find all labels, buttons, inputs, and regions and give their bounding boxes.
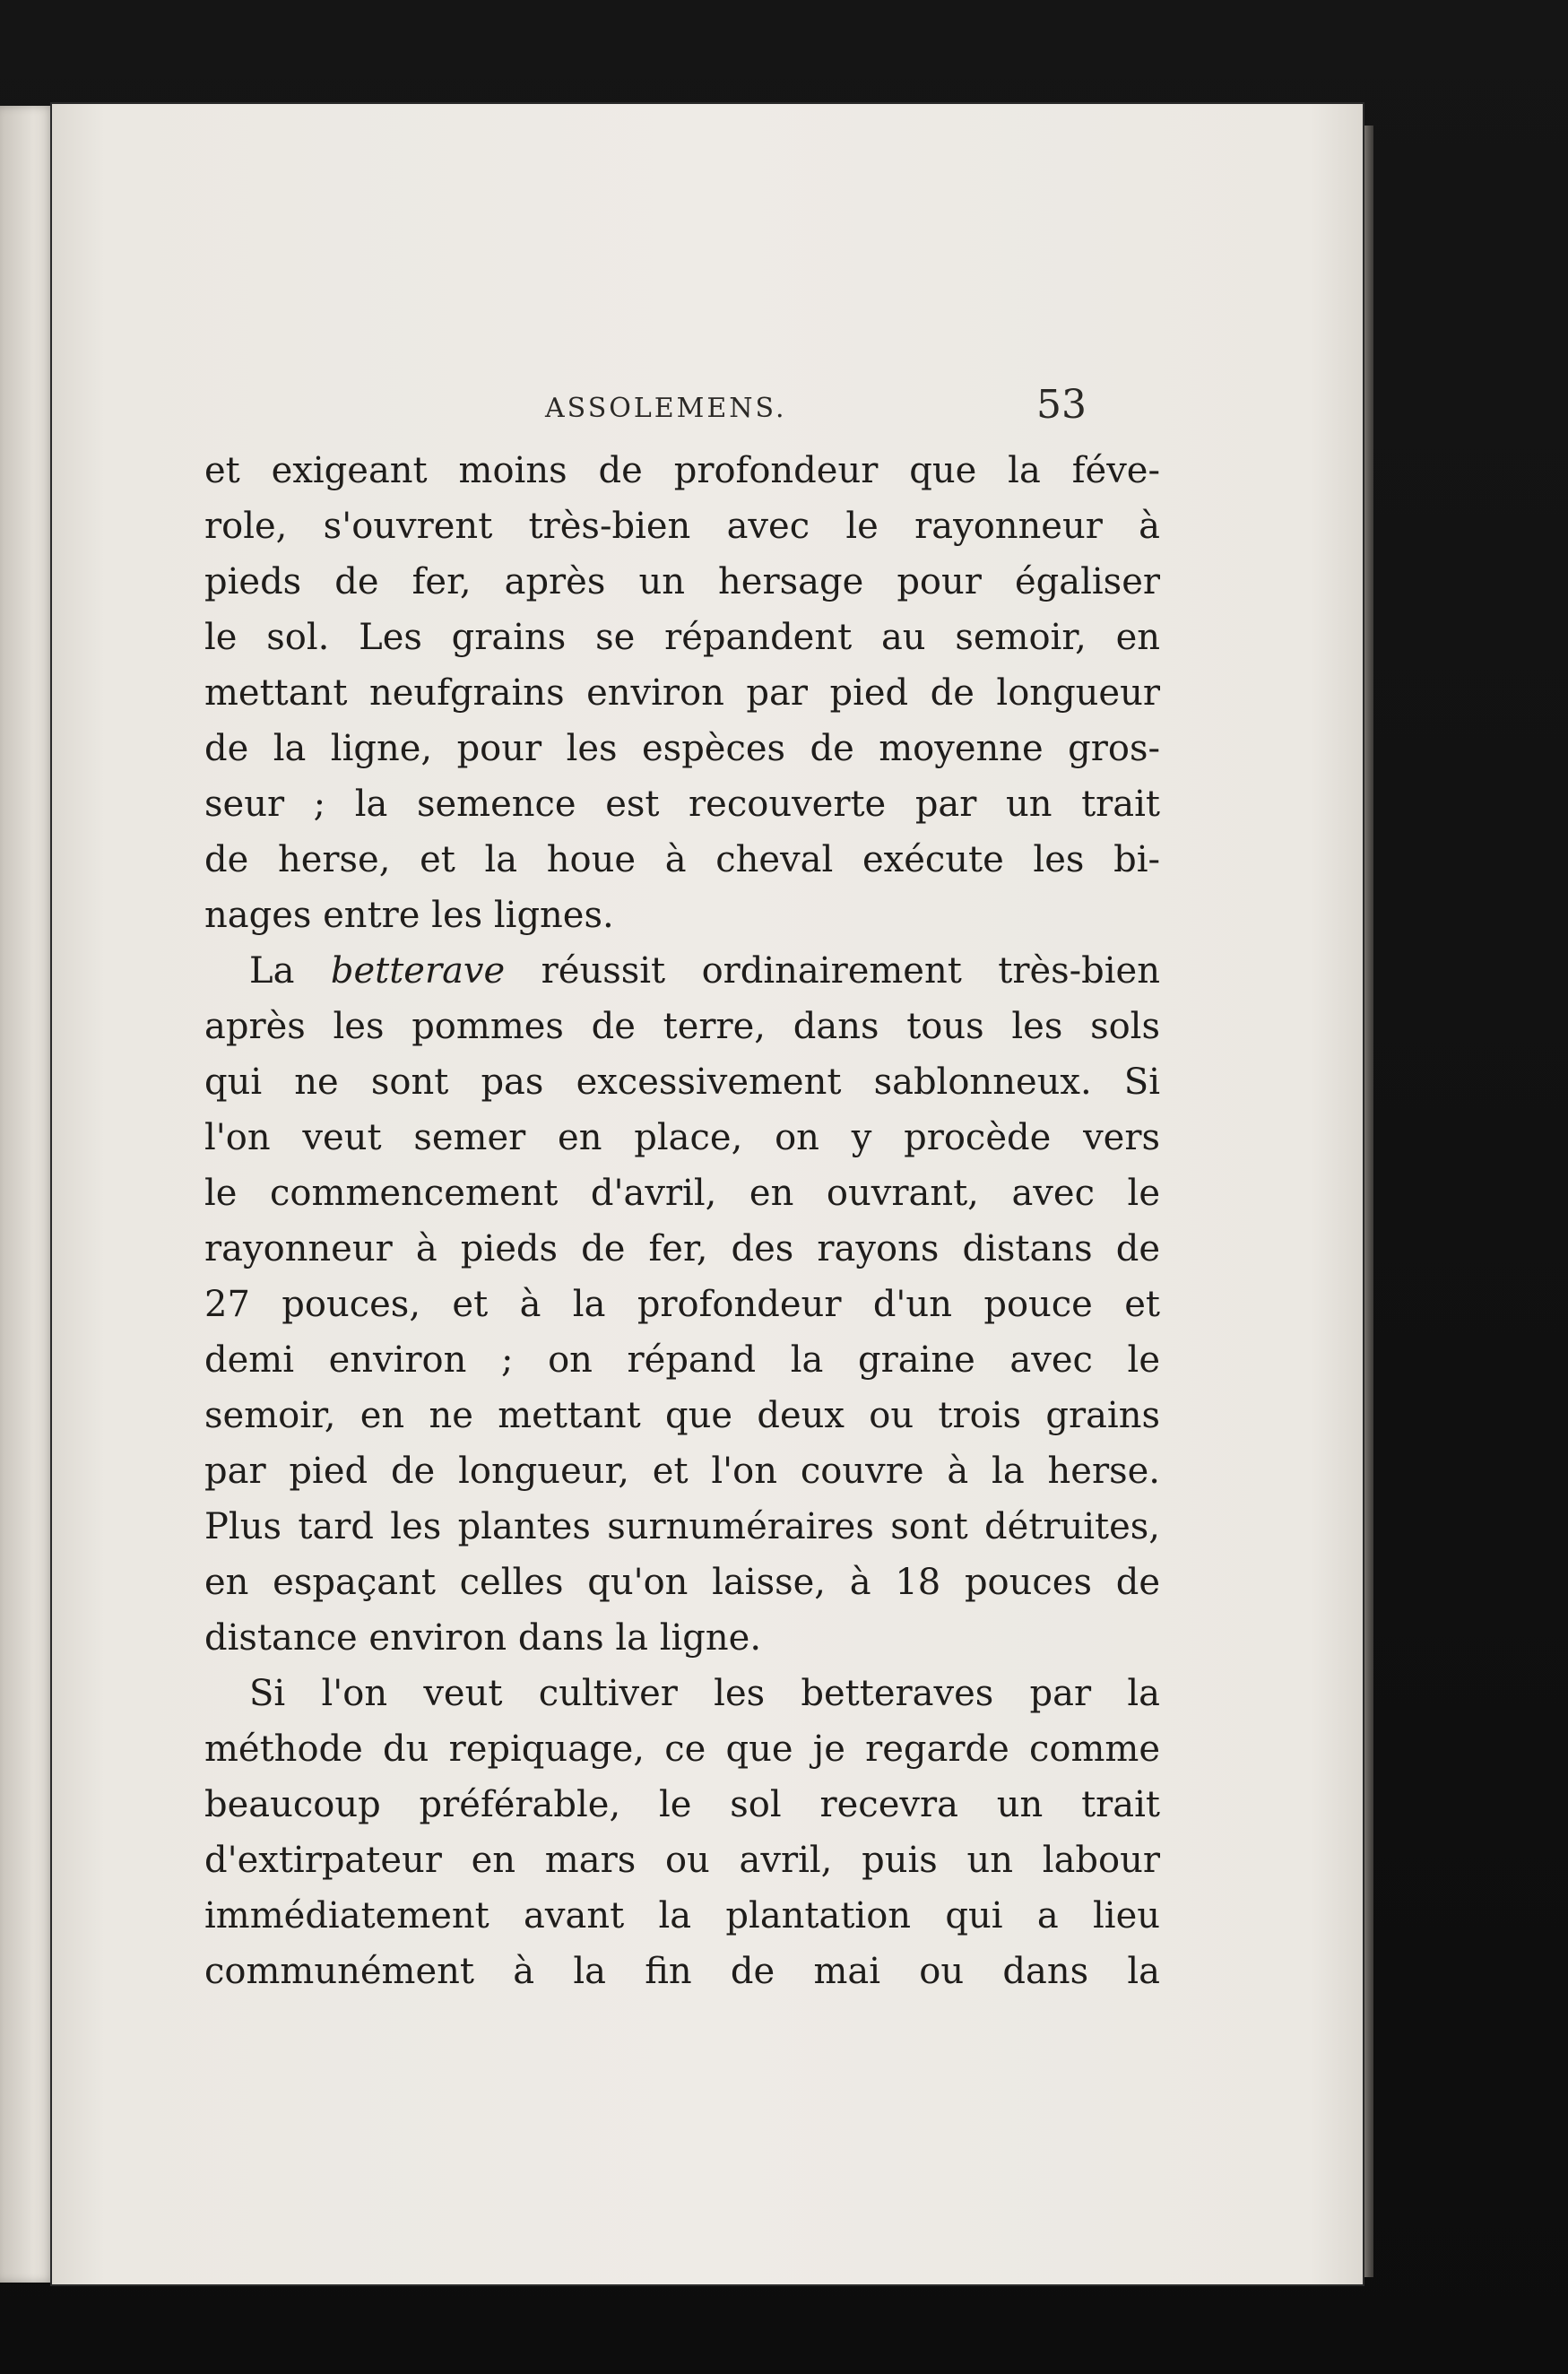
text-line: role, s'ouvrent très-bien avec le rayonneur à bbox=[204, 506, 1160, 547]
text-run: La bbox=[249, 950, 331, 992]
text-line: d'extirpateur en mars ou avril, puis un labour bbox=[204, 1840, 1160, 1881]
page-fore-edge bbox=[1361, 126, 1373, 2277]
text-line: l'on veut semer en place, on y procède vers bbox=[204, 1117, 1160, 1158]
text-line: par pied de longueur, et l'on couvre à la herse. bbox=[204, 1451, 1160, 1492]
text-line: 27 pouces, et à la profondeur d'un pouce et bbox=[204, 1284, 1160, 1325]
text-line-mixed bbox=[204, 943, 1160, 999]
text-line: qui ne sont pas excessivement sablonneux. Si bbox=[204, 1061, 1160, 1103]
text-run: réussit ordinairement très-bien bbox=[505, 950, 1160, 992]
page-number: 53 bbox=[1036, 382, 1087, 428]
text-line: méthode du repiquage, ce que je regarde comme bbox=[204, 1729, 1160, 1770]
text-line: communément à la fin de mai ou dans la bbox=[204, 1951, 1160, 1992]
body-text bbox=[204, 443, 1160, 1999]
text-line: immédiatement avant la plantation qui a lieu bbox=[204, 1895, 1160, 1936]
text-line: Si l'on veut cultiver les betteraves par la bbox=[249, 1673, 1160, 1714]
italic-term: betterave bbox=[330, 950, 506, 992]
text-line: en espaçant celles qu'on laisse, à 18 pouces de bbox=[204, 1562, 1160, 1603]
text-line: après les pommes de terre, dans tous les sols bbox=[204, 1006, 1160, 1047]
text-line: demi environ ; on répand la graine avec le bbox=[204, 1339, 1160, 1381]
text-line: seur ; la semence est recouverte par un trait bbox=[204, 784, 1160, 825]
text-line: semoir, en ne mettant que deux ou trois grains bbox=[204, 1395, 1160, 1436]
text-line: distance environ dans la ligne. bbox=[204, 1617, 762, 1659]
text-line: le commencement d'avril, en ouvrant, avec le bbox=[204, 1173, 1160, 1214]
book-page bbox=[52, 104, 1363, 2284]
text-line: Plus tard les plantes surnuméraires sont détruites, bbox=[204, 1506, 1160, 1547]
text-line: beaucoup préférable, le sol recevra un trait bbox=[204, 1784, 1160, 1825]
text-line: rayonneur à pieds de fer, des rayons distans de bbox=[204, 1228, 1160, 1269]
text-line: nages entre les lignes. bbox=[204, 895, 614, 936]
text-line: le sol. Les grains se répandent au semoir, en bbox=[204, 617, 1160, 658]
text-line: mettant neufgrains environ par pied de longueur bbox=[204, 672, 1160, 714]
running-head: ASSOLEMENS. bbox=[545, 393, 787, 424]
text-line: et exigeant moins de profondeur que la féve- bbox=[204, 450, 1160, 491]
text-line: de herse, et la houe à cheval exécute les bi- bbox=[204, 839, 1160, 880]
facing-page-edge bbox=[0, 106, 56, 2283]
page-header bbox=[52, 384, 1363, 438]
text-line: pieds de fer, après un hersage pour égaliser bbox=[204, 561, 1160, 602]
text-line: de la ligne, pour les espèces de moyenne gros- bbox=[204, 728, 1160, 769]
